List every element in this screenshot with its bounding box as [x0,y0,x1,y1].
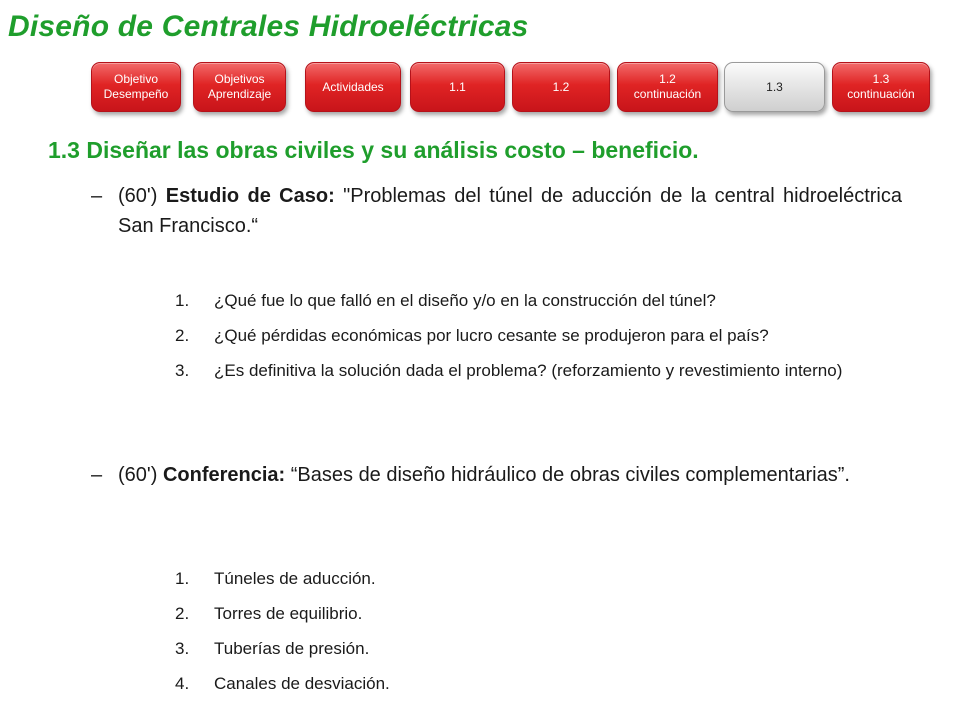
nav-button-1-2-continuacion[interactable]: 1.2 continuación [617,62,718,112]
nav-button-1-3-continuacion[interactable]: 1.3 continuación [832,62,930,112]
topic-list [175,566,902,696]
list-item: 3. ¿Es definitiva la solución dada el problema? (reforzamiento y revestimiento interno) [175,361,843,380]
section-heading: 1.3 Diseñar las obras civiles y su análisis costo – beneficio. [48,137,699,163]
activity-time: (60') [118,464,163,486]
list-item: 1. ¿Qué fue lo que falló en el diseño y/o en la construcción del túnel? [175,291,716,310]
question-list [175,288,902,383]
nav-button-1-2[interactable]: 1.2 [512,62,610,112]
nav-button-1-1[interactable]: 1.1 [410,62,505,112]
nav-bar [0,0,960,130]
slide-title: Diseño de Centrales Hidroeléctricas [8,10,529,43]
nav-button-objetivo-desempeno[interactable]: Objetivo Desempeño [91,62,181,112]
activity-type: Estudio de Caso: [165,185,335,207]
nav-button-1-3[interactable]: 1.3 [724,62,825,112]
list-item: 2. ¿Qué pérdidas económicas por lucro cesante se produjeron para el país? [175,326,769,345]
dash-bullet: – [91,185,103,207]
activity-case-study [91,181,902,241]
list-item: 4. Canales de desviación. [175,674,390,693]
activity-description: "Problemas del túnel de aducción de la central hidroeléctrica San Francisco.“ [118,185,902,237]
activity-conference [91,460,902,490]
activity-description: “Bases de diseño hidráulico de obras civiles complementarias”. [285,464,850,486]
nav-button-objetivos-aprendizaje[interactable]: Objetivos Aprendizaje [193,62,286,112]
dash-bullet: – [91,464,103,486]
nav-button-actividades[interactable]: Actividades [305,62,401,112]
list-item: 3. Tuberías de presión. [175,639,370,658]
list-item: 1. Túneles de aducción. [175,569,376,588]
activity-time: (60') [118,185,166,207]
activity-type: Conferencia: [162,464,286,486]
list-item: 2. Torres de equilibrio. [175,604,363,623]
